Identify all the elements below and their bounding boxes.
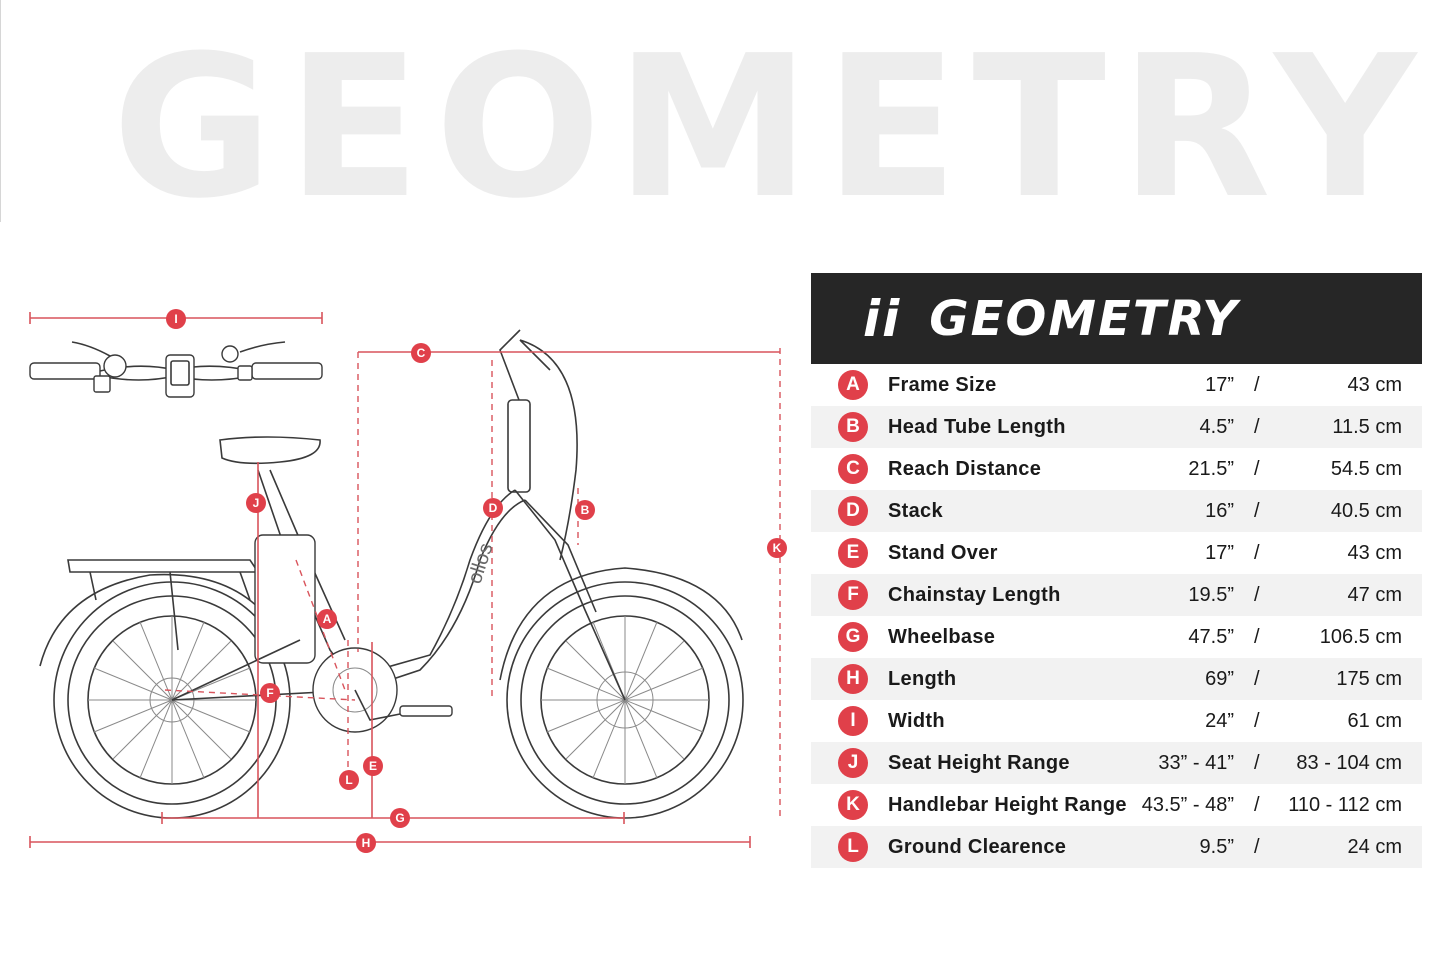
marker-h — [356, 833, 376, 853]
row-key-badge: C — [838, 454, 868, 484]
row-inches-value: 17” — [1205, 541, 1234, 564]
row-inches-value: 21.5” — [1188, 457, 1234, 480]
geometry-row — [811, 616, 1422, 658]
geometry-row — [811, 700, 1422, 742]
row-inches-value: 17” — [1205, 373, 1234, 396]
row-label: Frame Size — [888, 373, 997, 396]
row-cm-value: 40.5 cm — [1330, 499, 1402, 522]
geometry-row — [811, 574, 1422, 616]
svg-text:E: E — [368, 759, 378, 773]
row-separator: / — [1254, 751, 1260, 774]
row-inches-value: 16” — [1205, 499, 1234, 522]
row-inches-value: 24” — [1205, 709, 1234, 732]
row-label: Length — [888, 667, 957, 690]
row-cm-value: 175 cm — [1336, 667, 1402, 690]
row-label: Stack — [888, 499, 943, 522]
row-inches-value: 19.5” — [1188, 583, 1234, 606]
dimension-lines — [30, 312, 780, 848]
handlebar-top-view — [30, 342, 322, 397]
row-cm-value: 54.5 cm — [1330, 457, 1402, 480]
row-inches-value: 69” — [1205, 667, 1234, 690]
row-label: Stand Over — [888, 541, 998, 564]
marker-g — [390, 808, 410, 828]
svg-text:D: D — [488, 501, 498, 515]
svg-text:G: G — [395, 811, 405, 825]
geometry-table — [811, 364, 1422, 868]
row-separator: / — [1254, 625, 1260, 648]
row-separator: / — [1254, 583, 1260, 606]
row-separator: / — [1254, 541, 1260, 564]
row-cm-value: 47 cm — [1347, 583, 1402, 606]
row-inches-value: 43.5” - 48” — [1141, 793, 1234, 816]
svg-text:L: L — [345, 773, 353, 787]
svg-text:A: A — [322, 612, 332, 626]
row-key-badge: I — [838, 706, 868, 736]
marker-b — [575, 500, 595, 520]
row-key-badge: L — [838, 832, 868, 862]
geometry-row — [811, 784, 1422, 826]
geometry-row — [811, 742, 1422, 784]
row-key-badge: K — [838, 790, 868, 820]
row-key-badge: D — [838, 496, 868, 526]
row-cm-value: 110 - 112 cm — [1288, 793, 1402, 816]
marker-l — [339, 770, 359, 790]
marker-e — [363, 756, 383, 776]
rear-rack — [68, 560, 258, 650]
geometry-row — [811, 658, 1422, 700]
marker-a — [317, 609, 337, 629]
row-inches-value: 33” - 41” — [1158, 751, 1234, 774]
row-cm-value: 43 cm — [1347, 541, 1402, 564]
svg-text:H: H — [361, 836, 371, 850]
svg-text:J: J — [252, 496, 260, 510]
row-separator: / — [1254, 667, 1260, 690]
marker-d — [483, 498, 503, 518]
row-cm-value: 61 cm — [1347, 709, 1402, 732]
svg-text:F: F — [266, 686, 274, 700]
row-separator: / — [1254, 415, 1260, 438]
svg-text:I: I — [174, 312, 178, 326]
row-key-badge: F — [838, 580, 868, 610]
row-cm-value: 11.5 cm — [1332, 415, 1402, 438]
row-label: Wheelbase — [888, 625, 996, 648]
geometry-panel — [811, 273, 1422, 868]
background-title: GEOMETRY — [112, 14, 1431, 242]
bike-geometry-diagram — [0, 240, 800, 920]
marker-f — [260, 683, 280, 703]
divider — [0, 0, 1, 222]
row-key-badge: G — [838, 622, 868, 652]
row-inches-value: 9.5” — [1199, 835, 1234, 858]
row-key-badge: J — [838, 748, 868, 778]
svg-text:C: C — [416, 346, 426, 360]
row-label: Reach Distance — [888, 457, 1042, 480]
geometry-row — [811, 826, 1422, 868]
row-separator: / — [1254, 793, 1260, 816]
row-label: Chainstay Length — [888, 583, 1061, 606]
svg-text:B: B — [580, 503, 590, 517]
row-cm-value: 24 cm — [1347, 835, 1402, 858]
row-key-badge: E — [838, 538, 868, 568]
row-inches-value: 47.5” — [1188, 625, 1234, 648]
brand-logo: ii — [863, 289, 902, 348]
row-separator: / — [1254, 835, 1260, 858]
row-cm-value: 106.5 cm — [1319, 625, 1402, 648]
row-separator: / — [1254, 457, 1260, 480]
row-key-badge: H — [838, 664, 868, 694]
row-label: Handlebar Height Range — [888, 793, 1127, 816]
row-key-badge: A — [838, 370, 868, 400]
marker-c — [411, 343, 431, 363]
row-separator: / — [1254, 709, 1260, 732]
row-key-badge: B — [838, 412, 868, 442]
row-label: Width — [888, 709, 945, 732]
row-separator: / — [1254, 499, 1260, 522]
geometry-row — [811, 532, 1422, 574]
marker-i — [166, 309, 186, 329]
row-label: Ground Clearence — [888, 835, 1067, 858]
row-cm-value: 43 cm — [1347, 373, 1402, 396]
row-cm-value: 83 - 104 cm — [1296, 751, 1402, 774]
panel-header — [811, 273, 1422, 364]
panel-title: GEOMETRY — [929, 290, 1239, 347]
geometry-row — [811, 406, 1422, 448]
row-inches-value: 4.5” — [1199, 415, 1234, 438]
row-label: Head Tube Length — [888, 415, 1066, 438]
geometry-row — [811, 364, 1422, 406]
row-label: Seat Height Range — [888, 751, 1070, 774]
geometry-row — [811, 490, 1422, 532]
svg-text:K: K — [772, 541, 782, 555]
marker-k — [767, 538, 787, 558]
frame-brand-label: ollos — [463, 540, 498, 587]
geometry-row — [811, 448, 1422, 490]
marker-j — [246, 493, 266, 513]
row-separator: / — [1254, 373, 1260, 396]
